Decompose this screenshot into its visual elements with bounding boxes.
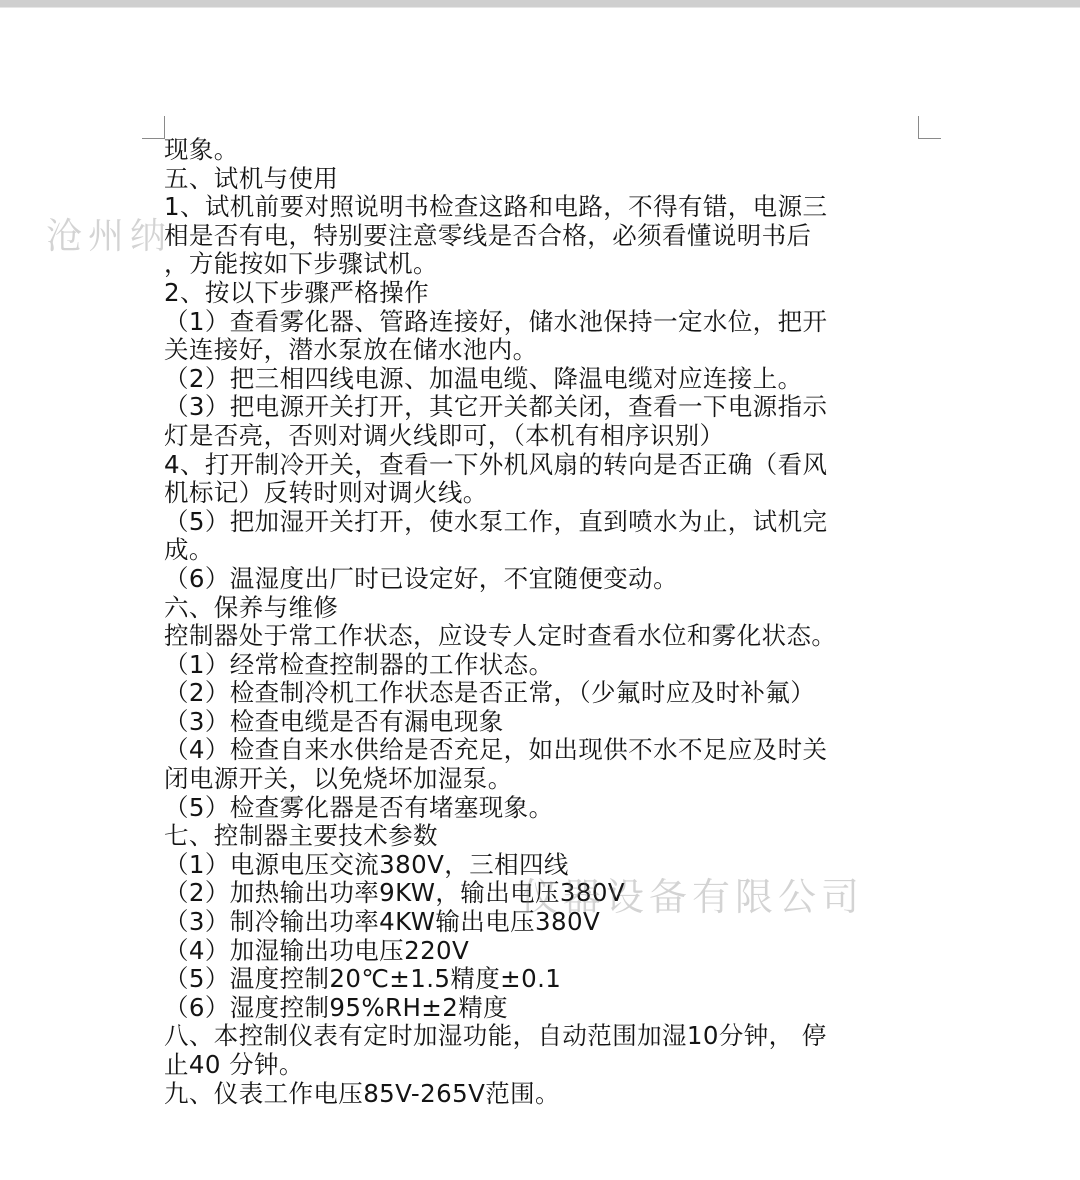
text-line: （2）把三相四线电源、加温电缆、降温电缆对应连接上。	[164, 363, 803, 393]
watermark-company-left: 沧州纳	[46, 216, 173, 257]
text-line: 成。	[164, 535, 214, 565]
page-top-edge	[0, 7, 1080, 8]
text-line: 关连接好，潜水泵放在储水池内。	[164, 335, 538, 365]
text-line: 六、保养与维修	[164, 592, 339, 622]
text-line: （5）把加湿开关打开，使水泵工作，直到喷水为止，试机完	[164, 506, 828, 536]
text-line: （1）电源电压交流380V，三相四线	[164, 849, 569, 879]
text-line: 九、仪表工作电压85V-265V范围。	[164, 1078, 560, 1108]
text-line: 控制器处于常工作状态，应设专人定时查看水位和雾化状态。	[164, 621, 837, 651]
text-line: 2、按以下步骤严格操作	[164, 277, 429, 307]
text-line: 1、试机前要对照说明书检查这路和电路，不得有错，电源三	[164, 192, 828, 222]
text-line: 七、控制器主要技术参数	[164, 821, 438, 851]
top-toolbar-strip	[0, 0, 1080, 7]
text-line: 4、打开制冷开关，查看一下外机风扇的转向是否正确（看风	[164, 449, 828, 479]
text-line: （3）检查电缆是否有漏电现象	[164, 706, 504, 736]
text-line: 五、试机与使用	[164, 163, 339, 193]
text-line: （1）查看雾化器、管路连接好，储水池保持一定水位，把开	[164, 306, 828, 336]
text-line: 闭电源开关，以免烧坏加湿泵。	[164, 764, 513, 794]
text-line: （2）加热输出功率9KW，输出电压380V	[164, 878, 626, 908]
text-line: （5）检查雾化器是否有堵塞现象。	[164, 792, 554, 822]
text-line: ，方能按如下步骤试机。	[164, 249, 438, 279]
text-line: 灯是否亮，否则对调火线即可，（本机有相序识别）	[164, 420, 725, 450]
watermark-company-right: 仪器设备有限公司	[520, 875, 865, 919]
text-line: 机标记）反转时则对调火线。	[164, 478, 488, 508]
text-line: （6）温湿度出厂时已设定好，不宜随便变动。	[164, 563, 678, 593]
text-line: （1）经常检查控制器的工作状态。	[164, 649, 554, 679]
text-line: （3）把电源开关打开，其它开关都关闭，查看一下电源指示	[164, 392, 828, 422]
text-line: （5）温度控制20℃±1.5精度±0.1	[164, 964, 562, 994]
margin-corner-top-left	[142, 116, 165, 139]
document-body[interactable]	[164, 136, 924, 1108]
text-line: （3）制冷输出功率4KW输出电压380V	[164, 907, 601, 937]
text-line: （4）加湿输出功电压220V	[164, 935, 470, 965]
text-line: （6）湿度控制95%RH±2精度	[164, 992, 509, 1022]
text-line: 现象。	[164, 135, 239, 164]
text-line: （4）检查自来水供给是否充足，如出现供不水不足应及时关	[164, 735, 828, 765]
text-line: 八、本控制仪表有定时加湿功能，自动范围加湿10分钟， 停	[164, 1021, 827, 1051]
text-line: 止40 分钟。	[164, 1050, 304, 1079]
text-line: 相是否有电，特别要注意零线是否合格，必须看懂说明书后	[164, 220, 812, 250]
text-line: （2）检查制冷机工作状态是否正常，（少氟时应及时补氟）	[164, 678, 816, 708]
